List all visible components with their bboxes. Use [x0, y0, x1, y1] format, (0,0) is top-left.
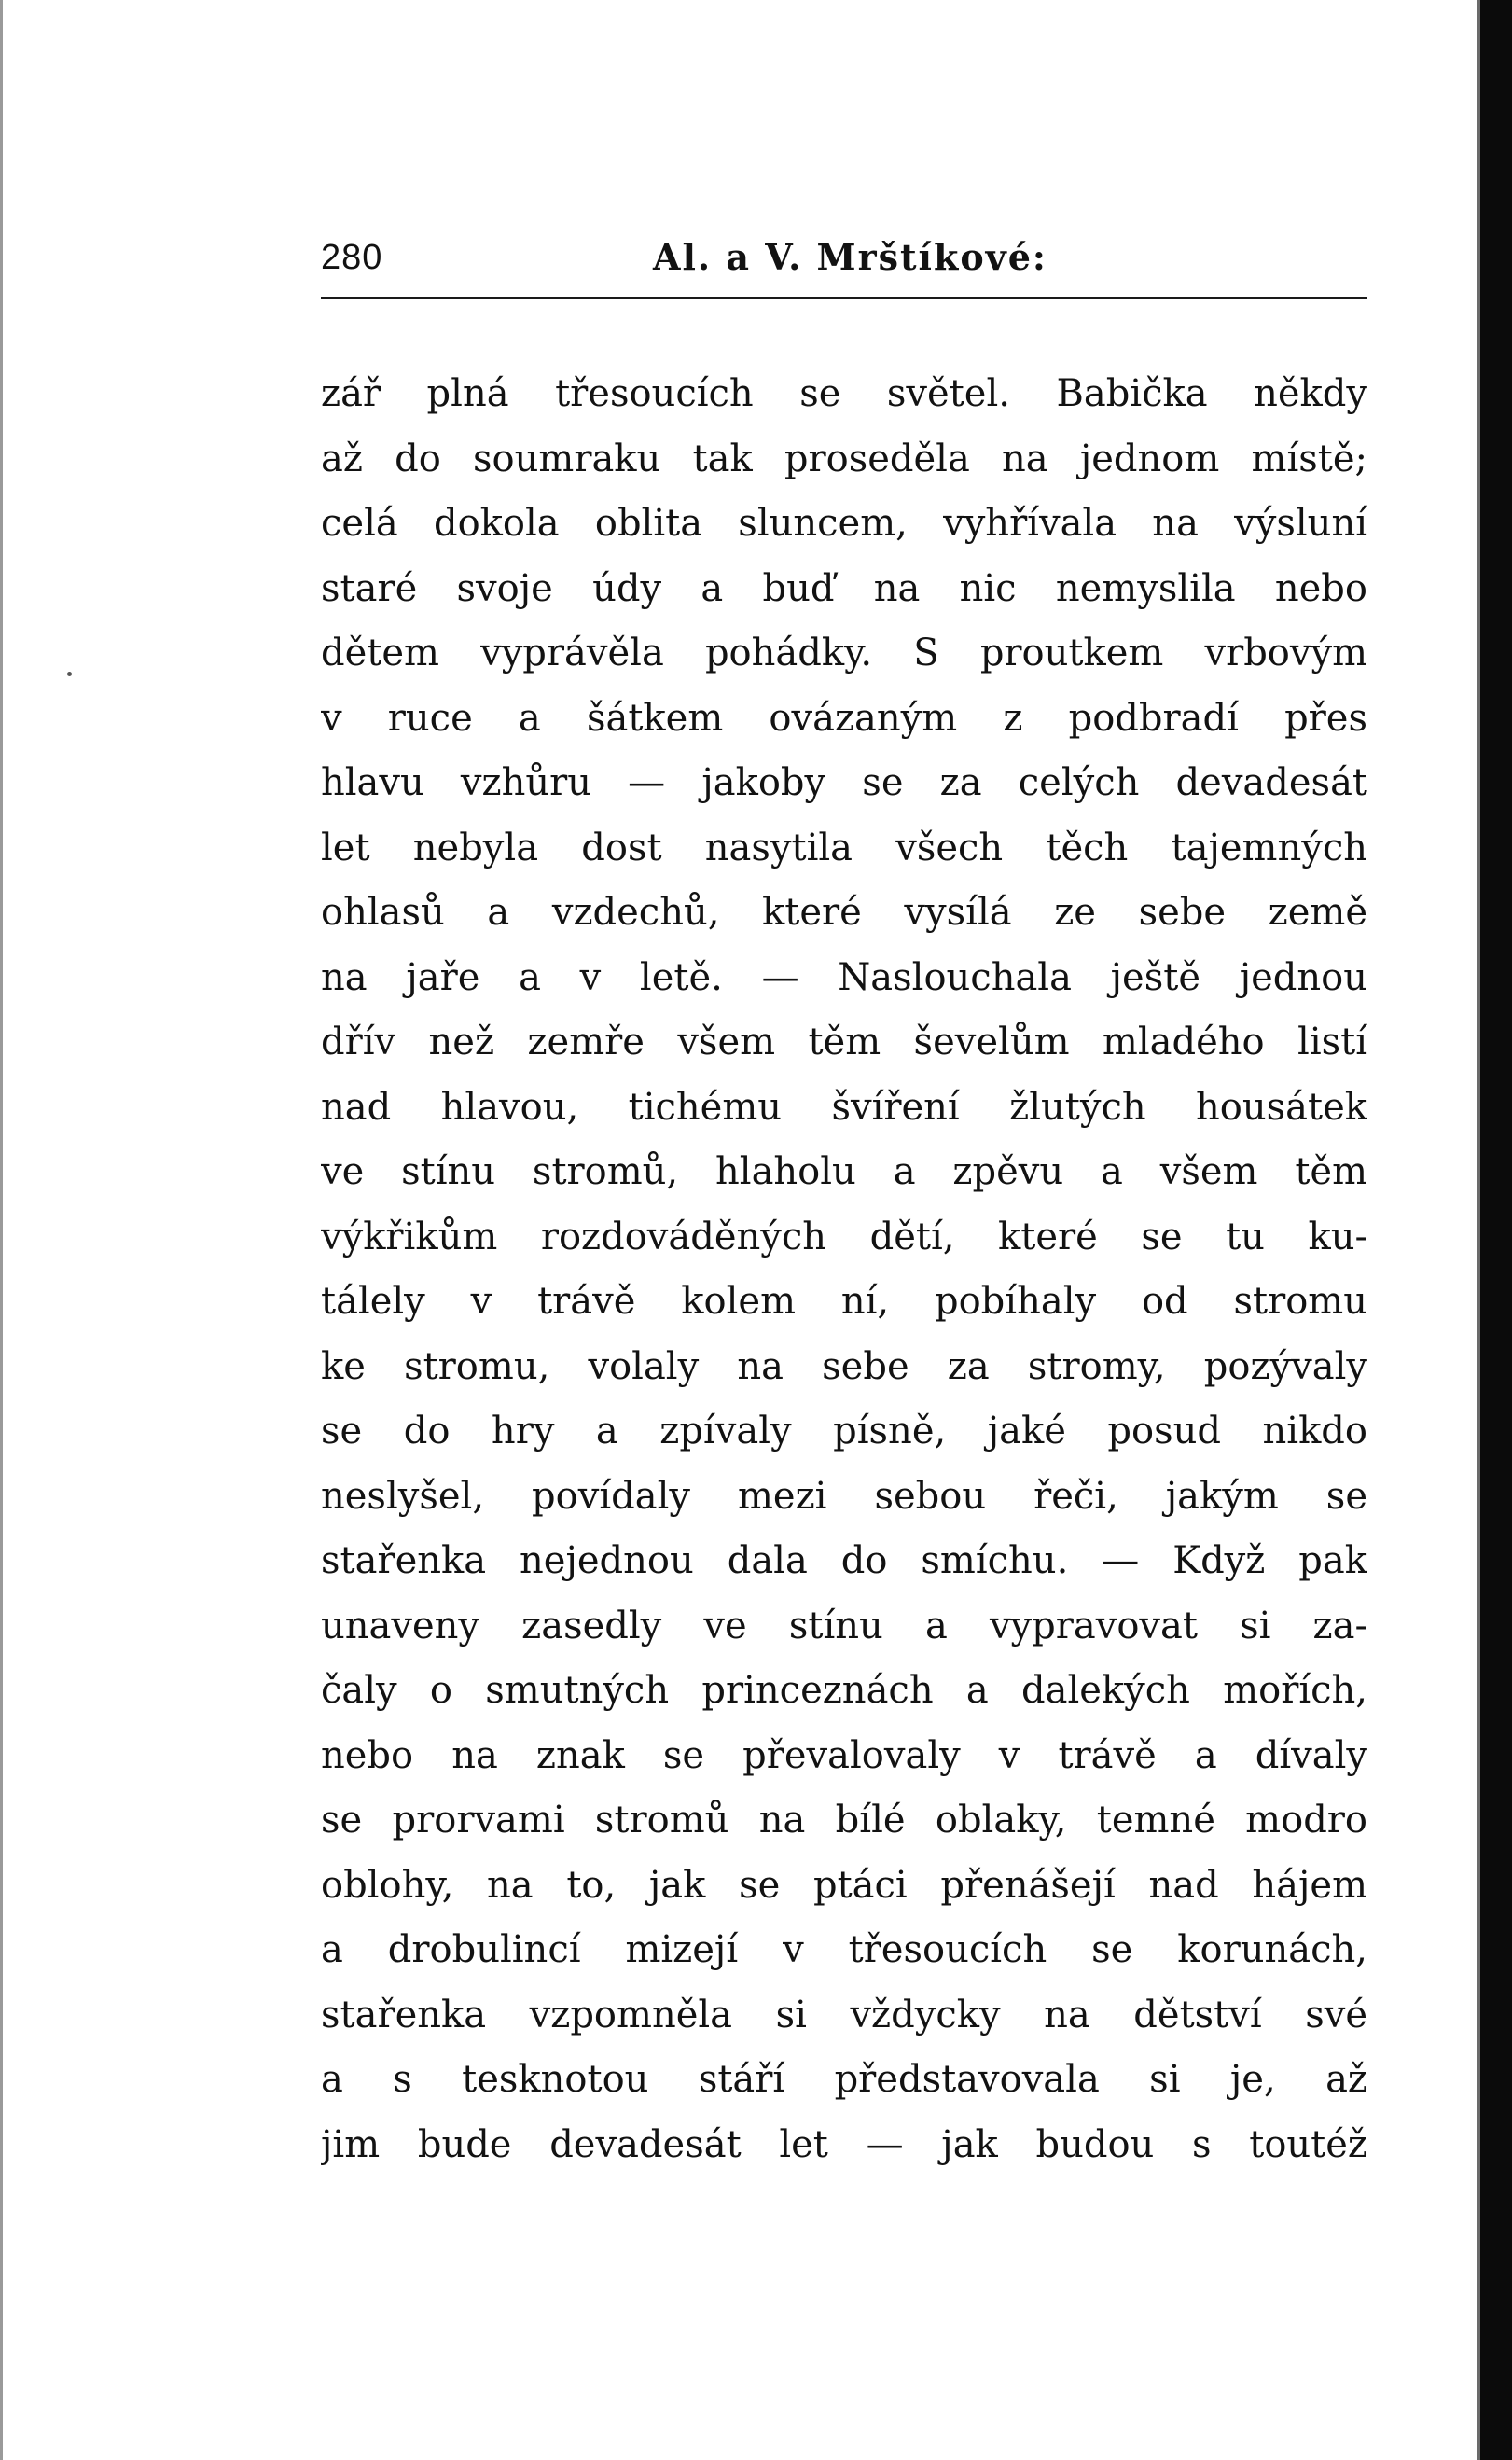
- text-line: se prorvami stromů na bílé oblaky, temné modro: [321, 1799, 1367, 1842]
- running-head: [321, 233, 1367, 282]
- text-line: v ruce a šátkem ovázaným z podbradí přes: [321, 696, 1367, 740]
- text-line: neslyšel, povídaly mezi sebou řeči, jakým se: [321, 1474, 1367, 1518]
- text-line: oblohy, na to, jak se ptáci přenášejí nad hájem: [321, 1863, 1367, 1907]
- text-line: staré svoje údy a buď na nic nemyslila nebo: [321, 566, 1367, 610]
- text-line: stařenka nejednou dala do smíchu. — Když pak: [321, 1539, 1367, 1582]
- text-line: dětem vyprávěla pohádky. S proutkem vrbovým: [321, 632, 1367, 674]
- text-line: se do hry a zpívaly písně, jaké posud nikdo: [321, 1410, 1367, 1452]
- text-line: tálely v trávě kolem ní, pobíhaly od stromu: [321, 1280, 1367, 1323]
- scan-speck: [67, 672, 72, 676]
- text-line: ohlasů a vzdechů, které vysílá ze sebe země: [321, 891, 1367, 934]
- text-line: zář plná třesoucích se světel. Babička někdy: [321, 372, 1367, 415]
- text-line: ke stromu, volaly na sebe za stromy, pozývaly: [321, 1344, 1367, 1388]
- text-line: dřív než zemře všem těm ševelům mladého listí: [321, 1021, 1367, 1063]
- text-line: stařenka vzpomněla si vždycky na dětství své: [321, 1993, 1367, 2036]
- text-line: celá dokola oblita sluncem, vyhřívala na výsluní: [321, 502, 1367, 545]
- text-line: výkřikům rozdováděných dětí, které se tu ku-: [321, 1215, 1367, 1258]
- text-line: čaly o smutných princeznách a dalekých mořích,: [321, 1669, 1367, 1712]
- scan-border-right: [1480, 0, 1512, 2460]
- running-title: Al. a V. Mrštíkové:: [653, 236, 1047, 278]
- text-line: nebo na znak se převalovaly v trávě a dívaly: [321, 1733, 1367, 1777]
- header-rule: [321, 297, 1367, 299]
- text-line: a s tesknotou stáří představovala si je, až: [321, 2058, 1367, 2101]
- text-line: jim bude devadesát let — jak budou s toutéž: [321, 2122, 1367, 2166]
- body-text: [321, 362, 1367, 2177]
- text-line: na jaře a v letě. — Naslouchala ještě jednou: [321, 955, 1367, 999]
- text-line: až do soumraku tak proseděla na jednom místě;: [321, 437, 1367, 480]
- page-number: 280: [321, 238, 383, 277]
- text-line: hlavu vzhůru — jakoby se za celých devadesát: [321, 761, 1367, 804]
- text-line: unaveny zasedly ve stínu a vypravovat si za-: [321, 1604, 1367, 1647]
- text-line: nad hlavou, tichému švíření žlutých housátek: [321, 1085, 1367, 1129]
- scan-border-left: [0, 0, 3, 2460]
- text-line: a drobulincí mizejí v třesoucích se korunách,: [321, 1928, 1367, 1971]
- text-line: let nebyla dost nasytila všech těch tajemných: [321, 826, 1367, 869]
- text-line: ve stínu stromů, hlaholu a zpěvu a všem těm: [321, 1150, 1367, 1193]
